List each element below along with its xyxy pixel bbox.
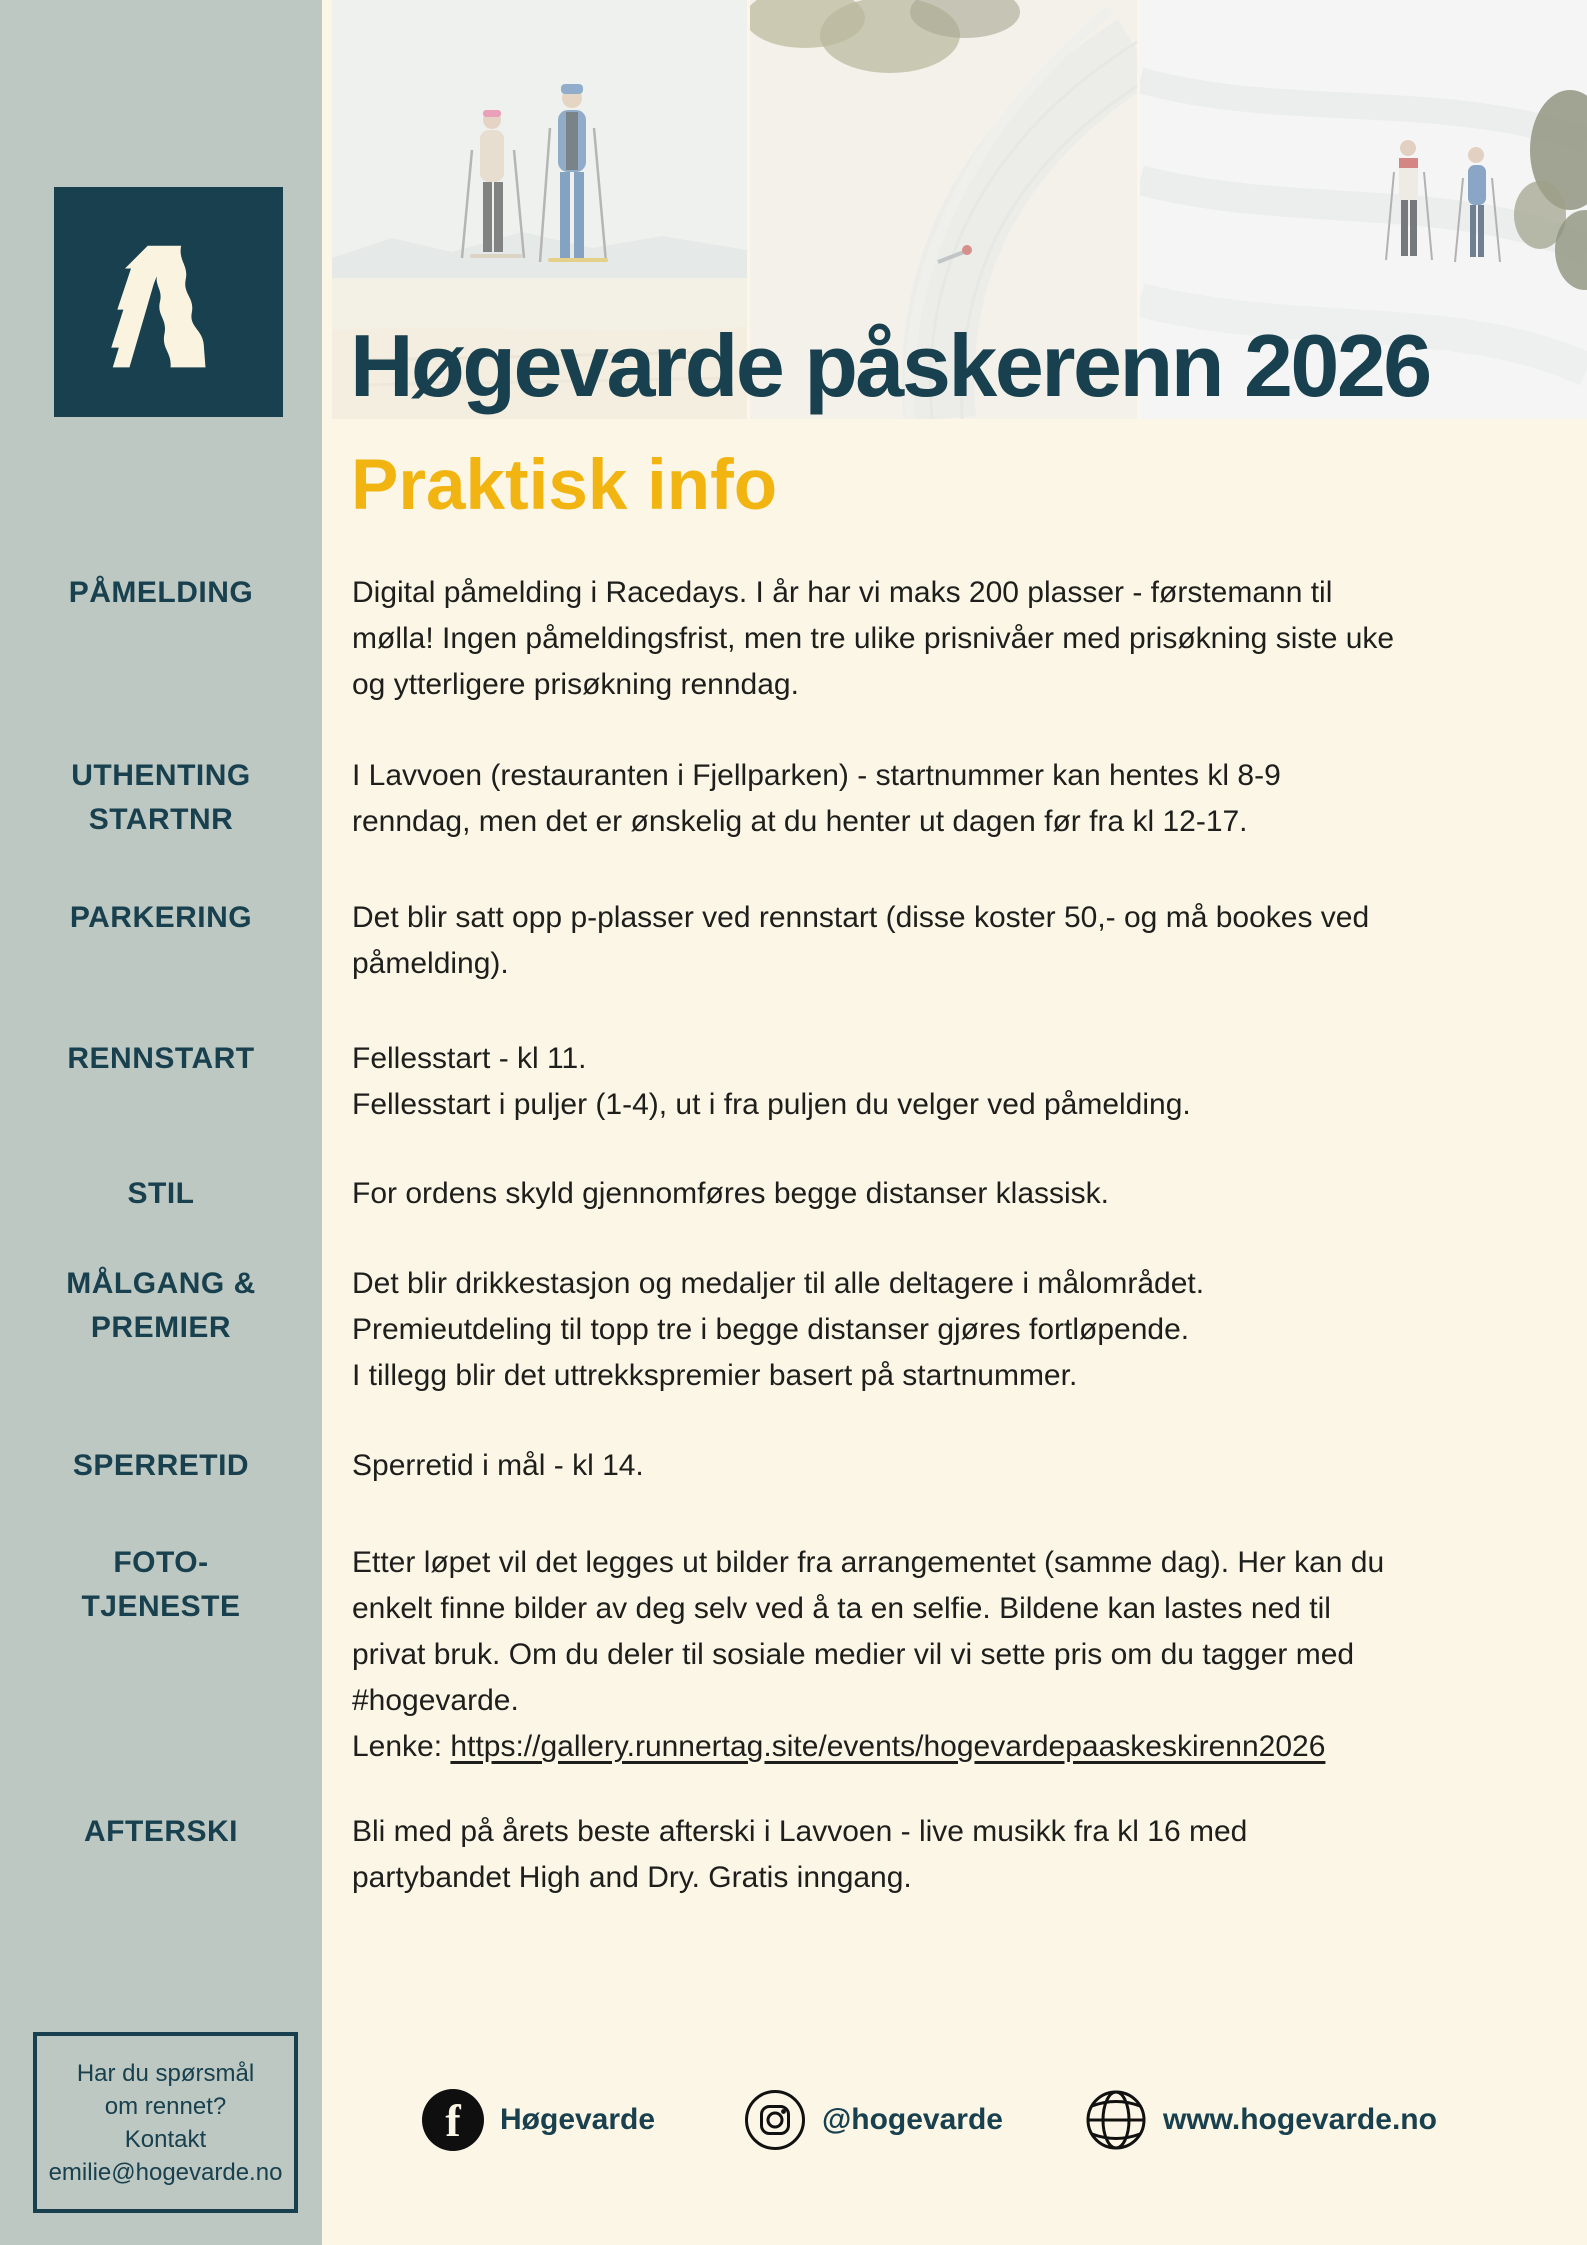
facebook-label: Høgevarde: [500, 2103, 656, 2136]
section-sperretid: [0, 1443, 1587, 1489]
page-title: Høgevarde påskerenn 2026: [350, 316, 1430, 415]
gallery-link-prefix: Lenke:: [352, 1730, 443, 1763]
facebook-icon[interactable]: f: [422, 2089, 484, 2151]
section-text-fototjeneste: Etter løpet vil det legges ut bilder fra arrangementet (samme dag). Her kan du enkelt finne bilder av deg selv ved å ta en selfie. Bildene kan lastes ned til privat bruk. Om du deler til sosiale medier vil vi sette pris om du tagger med #hogevarde. Lenke: https://gallery.runnertag.site/events/hogevardepaaskeskirenn2026: [352, 1540, 1384, 1770]
section-text-sperretid: Sperretid i mål - kl 14.: [352, 1449, 644, 1482]
contact-line: Kontakt: [124, 2125, 207, 2153]
page-subtitle: Praktisk info: [351, 446, 778, 525]
section-parkering: [0, 895, 1587, 987]
facebook-social[interactable]: [422, 2088, 655, 2152]
gallery-link[interactable]: https://gallery.runnertag.site/events/hogevardepaaskeskirenn2026: [450, 1730, 1326, 1763]
section-label-parkering: PARKERING: [69, 901, 253, 934]
section-label-stil: STIL: [127, 1177, 195, 1210]
section-malgang-premier: [0, 1261, 1587, 1399]
gallery-link-line: [352, 1724, 1384, 1770]
section-text-rennstart: Fellesstart - kl 11. Fellesstart i puljer (1-4), ut i fra puljen du velger ved påmelding.: [352, 1042, 1191, 1121]
contact-line: om rennet?: [104, 2092, 227, 2120]
section-pamelding: [0, 570, 1587, 708]
section-label-fototjeneste: FOTO- TJENESTE: [81, 1546, 241, 1623]
section-uthenting-startnr: [0, 753, 1587, 845]
section-stil: [0, 1171, 1587, 1217]
section-text-afterski: Bli med på årets beste afterski i Lavvoen - live musikk fra kl 16 med partybandet High and Dry. Gratis inngang.: [352, 1815, 1248, 1894]
globe-icon[interactable]: [1085, 2089, 1147, 2151]
section-label-malgang-premier: MÅLGANG & PREMIER: [66, 1267, 256, 1344]
instagram-label: @hogevarde: [822, 2103, 1003, 2136]
section-label-uthenting-startnr: UTHENTING STARTNR: [71, 759, 251, 836]
section-text-pamelding: Digital påmelding i Racedays. I år har vi maks 200 plasser - førstemann til mølla! Ingen påmeldingsfrist, men tre ulike prisnivåer med prisøkning siste uke og ytterligere prisøkning renndag.: [352, 576, 1395, 701]
instagram-social[interactable]: [744, 2088, 1003, 2152]
section-rennstart: [0, 1036, 1587, 1128]
section-afterski: [0, 1809, 1587, 1901]
website-social[interactable]: [1085, 2088, 1437, 2152]
section-label-afterski: AFTERSKI: [84, 1815, 238, 1848]
section-text-parkering: Det blir satt opp p-plasser ved rennstart (disse koster 50,- og må bookes ved påmelding).: [352, 901, 1370, 980]
contact-email: emilie@hogevarde.no: [48, 2158, 283, 2186]
hogevarde-mountain-logo-icon: [93, 226, 245, 378]
hogevarde-logo: [54, 187, 283, 417]
instagram-icon[interactable]: [744, 2089, 806, 2151]
section-text-malgang-premier: Det blir drikkestasjon og medaljer til alle deltagere i målområdet. Premieutdeling til topp tre i begge distanser gjøres fortløpende. I tillegg blir det uttrekkspremier basert på startnummer.: [352, 1267, 1205, 1392]
section-label-rennstart: RENNSTART: [67, 1042, 255, 1075]
section-label-pamelding: PÅMELDING: [68, 576, 254, 609]
section-fototjeneste: [0, 1540, 1587, 1770]
section-text-uthenting-startnr: I Lavvoen (restauranten i Fjellparken) - startnummer kan hentes kl 8-9 renndag, men det er ønskelig at du henter ut dagen før fra kl 12-17.: [352, 759, 1281, 838]
section-text-stil: For ordens skyld gjennomføres begge distanser klassisk.: [352, 1177, 1110, 1210]
contact-line: Har du spørsmål: [76, 2059, 255, 2087]
website-label: www.hogevarde.no: [1163, 2103, 1437, 2136]
section-label-sperretid: SPERRETID: [72, 1449, 250, 1482]
contact-box: [33, 2032, 298, 2213]
